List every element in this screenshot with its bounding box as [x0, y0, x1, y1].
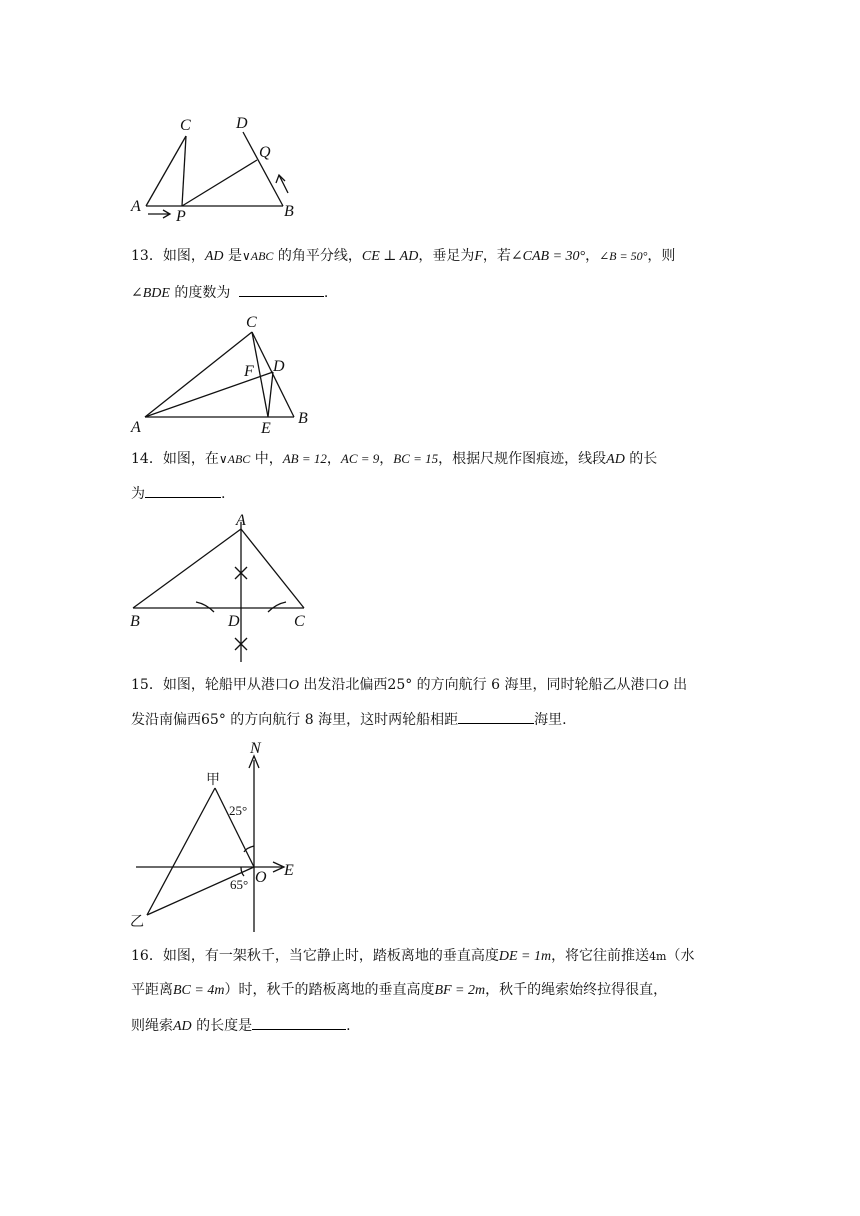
fig15-angle-65: 65°: [230, 877, 249, 892]
q16-answer-blank[interactable]: [252, 1015, 346, 1030]
fig13-label-E: E: [261, 420, 271, 437]
fig12-label-P: P: [176, 208, 186, 225]
question-13-line2: ∠BDE 的度数为 .: [131, 282, 328, 304]
fig14-label-A: A: [236, 512, 246, 529]
q14-number: 14．: [131, 451, 163, 467]
question-16-line2: 平距离BC = 4m）时，秋千的踏板离地的垂直高度BF = 2m，秋千的绳索始终拉得很直，: [131, 982, 668, 998]
fig15-label-N: N: [250, 740, 261, 757]
fig12-label-A: A: [131, 198, 141, 215]
question-14-line2: 为 .: [131, 483, 225, 504]
question-16-line1: 16．如图，有一架秋千，当它静止时，踏板离地的垂直高度DE = 1m，将它往前推送4m（水: [131, 948, 695, 964]
q15-number: 15．: [131, 677, 163, 693]
fig12-label-C: C: [180, 117, 191, 134]
q13-number: 13．: [131, 248, 163, 264]
fig14-label-B: B: [130, 613, 140, 630]
fig13-label-C: C: [246, 314, 257, 331]
fig13-label-B: B: [298, 410, 308, 427]
fig14-label-D: D: [228, 613, 240, 630]
question-15-line1: 15．如图，轮船甲从港口O 出发沿北偏西25° 的方向航行 6 海里，同时轮船乙从港口O 出: [131, 677, 688, 693]
fig15-label-E: E: [284, 862, 294, 879]
fig12-label-B: B: [284, 203, 294, 220]
fig12-label-Q: Q: [259, 144, 271, 161]
question-16-line3: 则绳索AD 的长度是 .: [131, 1015, 351, 1037]
fig15-label-jia: 甲: [206, 773, 220, 788]
fig15-label-O: O: [255, 869, 267, 886]
fig13-label-F: F: [244, 363, 254, 380]
question-14-line1: 14．如图，在∨ABC 中，AB = 12，AC = 9，BC = 15，根据尺规作图痕迹，线段AD 的长: [131, 451, 658, 467]
q16-number: 16．: [131, 948, 163, 964]
fig15-angle-25: 25°: [229, 803, 248, 818]
fig15-label-yi: 乙: [130, 915, 144, 930]
fig13-label-A: A: [131, 419, 141, 436]
question-15-line2: 发沿南偏西65° 的方向航行 8 海里，这时两轮船相距 海里.: [131, 709, 567, 730]
fig14-label-C: C: [294, 613, 305, 630]
fig13-label-D: D: [273, 358, 285, 375]
fig12-label-D: D: [236, 115, 248, 132]
question-13-line1: 13．如图，AD 是∨ABC 的角平分线，CE ⊥ AD，垂足为F，若∠CAB = 30°，∠B = 50°，则: [131, 248, 676, 264]
